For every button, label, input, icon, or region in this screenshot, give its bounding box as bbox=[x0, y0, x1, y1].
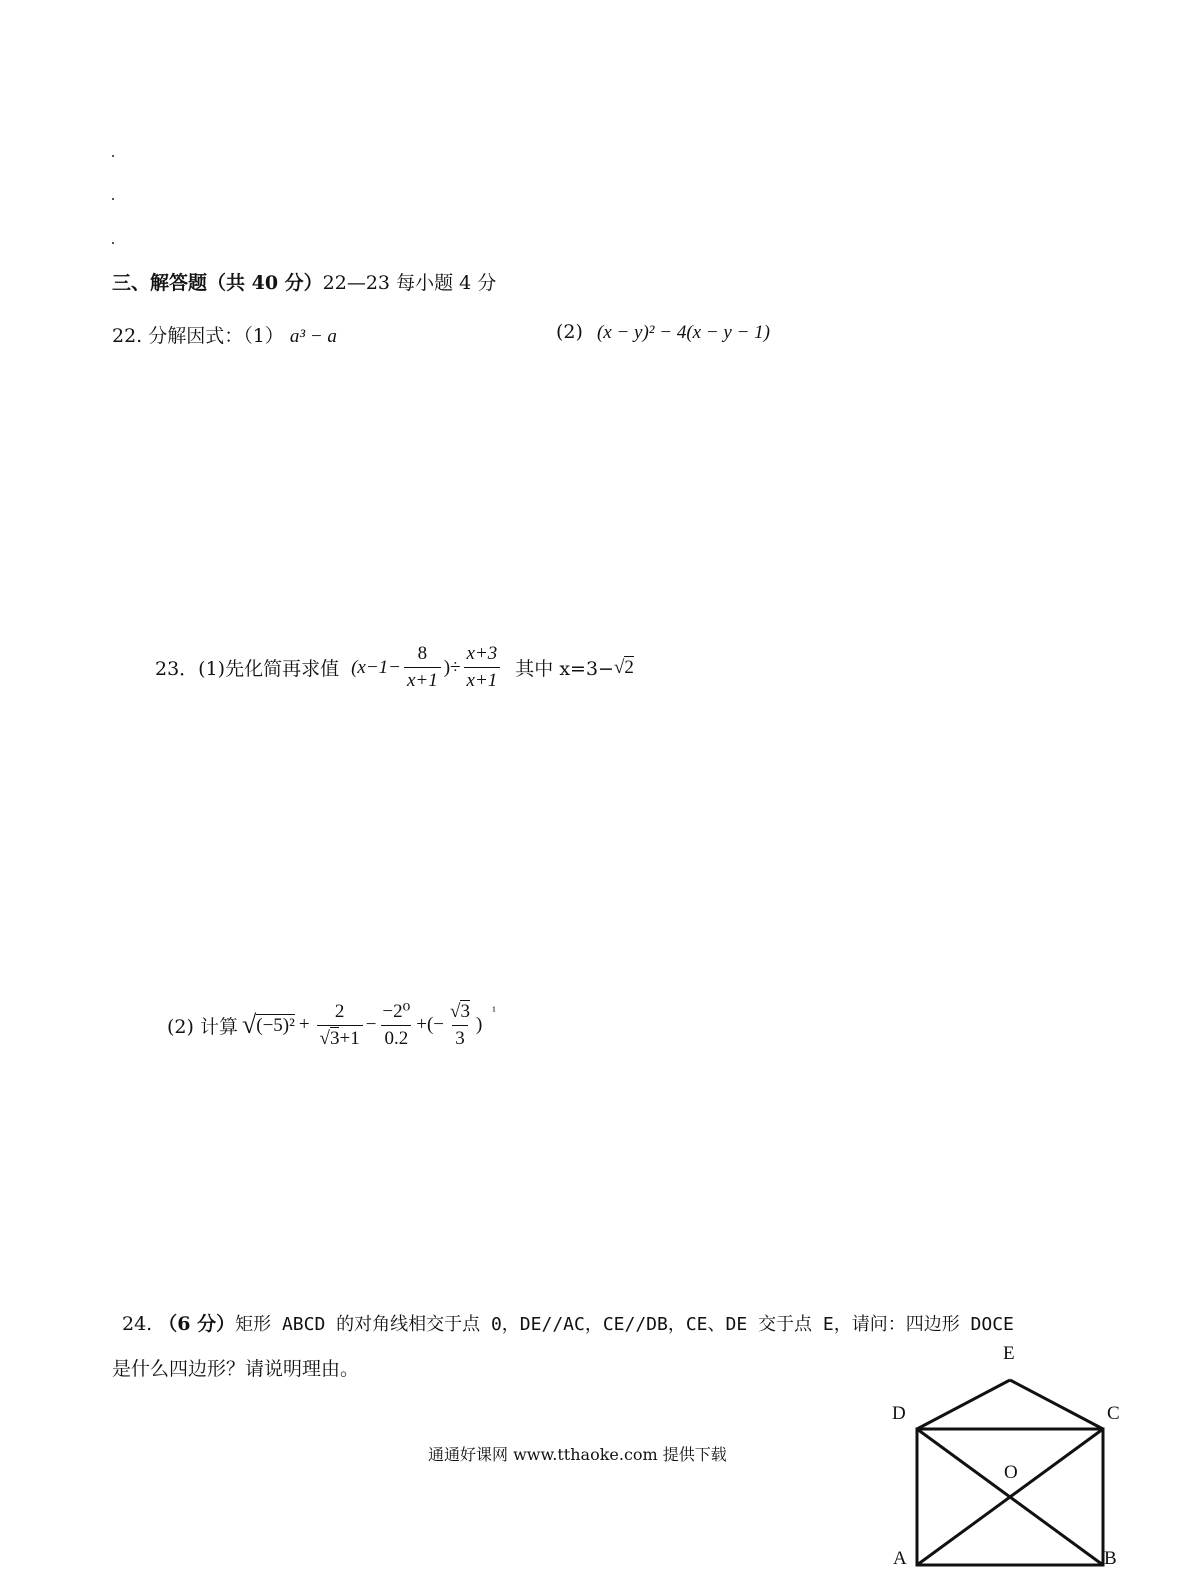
fraction-denominator-root: 3 bbox=[329, 1027, 340, 1049]
q22-part2 bbox=[556, 321, 770, 344]
minus-sign: − bbox=[365, 1014, 377, 1035]
q22-label: 22. 分解因式：（1） bbox=[112, 325, 284, 347]
q23-given-root: 2 bbox=[624, 657, 634, 678]
point-label-c: C bbox=[1107, 1403, 1120, 1424]
close-paren: ) bbox=[475, 1014, 483, 1035]
q24-points: （6 分） bbox=[158, 1313, 236, 1335]
fraction-numerator: 2 bbox=[334, 1000, 345, 1022]
point-label-d: D bbox=[892, 1403, 906, 1424]
section-header bbox=[112, 268, 496, 295]
q23-part1 bbox=[155, 643, 634, 692]
q24-line1 bbox=[122, 1309, 1014, 1336]
fraction-denominator: x+1 bbox=[464, 667, 501, 692]
point-label-b: B bbox=[1104, 1548, 1117, 1569]
q24-line2: 是什么四边形？请说明理由。 bbox=[112, 1358, 360, 1380]
sqrt-symbol: √ bbox=[241, 1010, 257, 1039]
scan-dot bbox=[112, 242, 114, 244]
q22-part1-expression: a³ − a bbox=[289, 326, 337, 347]
fraction-numerator: −2⁰ bbox=[382, 1001, 411, 1022]
plus-paren: +(− bbox=[416, 1014, 445, 1035]
sqrt-symbol: √ bbox=[450, 1000, 461, 1022]
fraction-denominator: x+1 bbox=[404, 667, 441, 692]
q23-fraction-4 bbox=[379, 1000, 413, 1050]
fraction-numerator bbox=[447, 1001, 473, 1025]
rectangle-figure bbox=[880, 1335, 1150, 1571]
point-label-e: E bbox=[1003, 1343, 1015, 1364]
q23-fraction-5 bbox=[447, 1001, 473, 1050]
fraction-denominator-rest: +1 bbox=[339, 1027, 360, 1049]
q22-part2-label: (2) bbox=[556, 321, 583, 343]
fraction-numerator: 8 bbox=[417, 643, 428, 664]
q22-part1 bbox=[112, 321, 337, 348]
fraction-numerator: x+3 bbox=[466, 643, 498, 664]
q23-paren-open: (x−1− bbox=[351, 656, 401, 678]
plus-sign: + bbox=[298, 1014, 310, 1035]
q24-text-line1: 矩形 ABCD 的对角线相交于点 0，DE//AC，CE//DB，CE、DE 交于点 E，请问：四边形 DOCE bbox=[235, 1314, 1014, 1335]
point-label-o: O bbox=[1004, 1462, 1018, 1483]
q23-part2 bbox=[167, 1000, 496, 1050]
fraction-denominator: 0.2 bbox=[381, 1025, 411, 1050]
q23-divide: )÷ bbox=[443, 656, 461, 678]
fraction-denominator bbox=[317, 1025, 363, 1050]
q22-part2-expression: (x − y)² − 4(x − y − 1) bbox=[596, 322, 770, 343]
q23-part2-root: (−5)² bbox=[256, 1014, 295, 1036]
sqrt-symbol: √ bbox=[319, 1027, 330, 1049]
sqrt-symbol: √ bbox=[613, 656, 625, 678]
scan-dot bbox=[112, 155, 114, 157]
q23-fraction-2 bbox=[464, 643, 501, 692]
point-label-a: A bbox=[893, 1548, 907, 1569]
footer-text: 通通好课网 www.tthaoke.com 提供下载 bbox=[428, 1445, 727, 1464]
segment-de bbox=[917, 1380, 1010, 1429]
fraction-denominator: 3 bbox=[452, 1025, 468, 1050]
fraction-numerator-root: 3 bbox=[460, 1000, 470, 1022]
q24-number: 24. bbox=[122, 1313, 153, 1335]
exponent: ¹ bbox=[492, 1004, 496, 1018]
q23-fraction-1 bbox=[404, 643, 441, 692]
q23-given: 其中 x=3− bbox=[515, 658, 614, 680]
scan-dot bbox=[112, 198, 114, 200]
section-note: 22—23 每小题 4 分 bbox=[322, 272, 497, 294]
q23-label: 23．(1)先化简再求值 bbox=[155, 658, 340, 680]
section-title: 三、解答题（共 40 分） bbox=[112, 272, 323, 294]
q23-part2-label: (2) 计算 bbox=[167, 1015, 238, 1038]
segment-ce bbox=[1010, 1380, 1103, 1429]
q23-fraction-3 bbox=[317, 1001, 363, 1050]
